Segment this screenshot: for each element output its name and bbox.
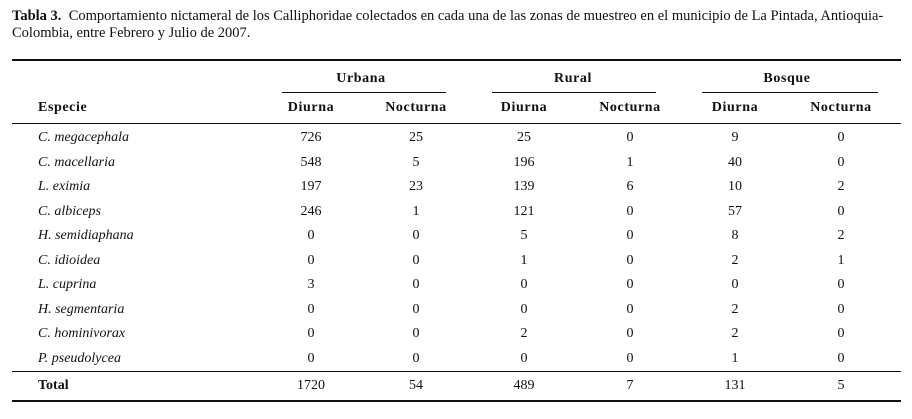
- table-cell: 2: [731, 326, 739, 341]
- table-cell: 0: [520, 277, 528, 292]
- table-cell: 0: [307, 326, 315, 341]
- table-cell: 121: [513, 204, 535, 219]
- species-name: P. pseudolycea: [38, 351, 121, 366]
- table-cell: 0: [837, 204, 845, 219]
- total-rule: [12, 371, 901, 372]
- table-cell: 0: [520, 351, 528, 366]
- group-header-urbana: Urbana: [336, 71, 386, 86]
- total-value: 7: [626, 378, 634, 393]
- total-value: 5: [837, 378, 845, 393]
- table-cell: 9: [731, 130, 739, 145]
- table-cell: 23: [409, 179, 423, 194]
- table-cell: 0: [837, 155, 845, 170]
- table-cell: 0: [307, 351, 315, 366]
- species-name: C. idioidea: [38, 253, 101, 268]
- table-cell: 0: [626, 130, 634, 145]
- table-cell: 196: [513, 155, 535, 170]
- subheader-col-2: Nocturna: [385, 100, 447, 115]
- table-cell: 10: [728, 179, 742, 194]
- group-header-bosque: Bosque: [763, 71, 811, 86]
- table-cell: 0: [626, 302, 634, 317]
- total-value: 1720: [297, 378, 325, 393]
- table-cell: 726: [300, 130, 322, 145]
- table-cell: 2: [731, 253, 739, 268]
- caption-text: Comportamiento nictameral de los Calliphoridae colectados en cada una de las zonas de muestreo en el municipio de La Pintada, Antioquia-Colombia, entre Febrero y Julio de 2007.: [12, 8, 884, 41]
- table-caption: [12, 8, 902, 42]
- subheader-col-4: Nocturna: [599, 100, 661, 115]
- group-rule-urbana: [282, 92, 446, 93]
- table-cell: 0: [412, 351, 420, 366]
- table-cell: 0: [626, 351, 634, 366]
- table-cell: 25: [517, 130, 531, 145]
- table-cell: 40: [728, 155, 742, 170]
- table-cell: 0: [520, 302, 528, 317]
- table-cell: 2: [520, 326, 528, 341]
- table-cell: 1: [412, 204, 420, 219]
- total-value: 54: [409, 378, 423, 393]
- table-cell: 0: [837, 277, 845, 292]
- table-cell: 1: [626, 155, 634, 170]
- subheader-col-6: Nocturna: [810, 100, 872, 115]
- table-cell: 246: [300, 204, 322, 219]
- table-cell: 25: [409, 130, 423, 145]
- table-cell: 548: [300, 155, 322, 170]
- group-rule-bosque: [702, 92, 878, 93]
- species-name: H. segmentaria: [38, 302, 125, 317]
- table-cell: 0: [837, 302, 845, 317]
- species-name: H. semidiaphana: [38, 228, 134, 243]
- table-cell: 0: [626, 277, 634, 292]
- species-name: L. eximia: [38, 179, 91, 194]
- subheader-col-5: Diurna: [711, 100, 759, 115]
- species-name: C. macellaria: [38, 155, 115, 170]
- table-cell: 139: [513, 179, 535, 194]
- table-cell: 0: [626, 204, 634, 219]
- table-cell: 197: [300, 179, 322, 194]
- table-cell: 3: [307, 277, 315, 292]
- table-cell: 2: [837, 228, 845, 243]
- table-cell: 0: [837, 130, 845, 145]
- table-cell: 57: [728, 204, 742, 219]
- group-rule-rural: [492, 92, 656, 93]
- header-rule: [12, 123, 901, 124]
- table-cell: 0: [626, 253, 634, 268]
- species-name: C. albiceps: [38, 204, 101, 219]
- table-cell: 2: [731, 302, 739, 317]
- total-label: Total: [38, 378, 69, 393]
- total-value: 489: [513, 378, 535, 393]
- total-value: 131: [724, 378, 746, 393]
- table-cell: 5: [412, 155, 420, 170]
- subheader-col-1: Diurna: [287, 100, 335, 115]
- table-cell: 0: [626, 326, 634, 341]
- table-cell: 0: [412, 302, 420, 317]
- table-cell: 0: [412, 326, 420, 341]
- table-cell: 0: [307, 302, 315, 317]
- species-name: C. megacephala: [38, 130, 129, 145]
- table-cell: 1: [520, 253, 528, 268]
- table-cell: 0: [412, 253, 420, 268]
- table-cell: 0: [837, 326, 845, 341]
- table-cell: 8: [731, 228, 739, 243]
- species-name: L. cuprina: [38, 277, 97, 292]
- subheader-col-3: Diurna: [500, 100, 548, 115]
- group-header-rural: Rural: [554, 71, 592, 86]
- table-cell: 0: [626, 228, 634, 243]
- table-cell: 6: [626, 179, 634, 194]
- table-cell: 0: [412, 277, 420, 292]
- table-cell: 1: [837, 253, 845, 268]
- top-rule: [12, 59, 901, 61]
- table-cell: 0: [307, 228, 315, 243]
- table-cell: 0: [731, 277, 739, 292]
- table-cell: 0: [837, 351, 845, 366]
- table-cell: 5: [520, 228, 528, 243]
- table-cell: 0: [307, 253, 315, 268]
- caption-label: Tabla 3.: [12, 8, 62, 24]
- table-cell: 2: [837, 179, 845, 194]
- table-cell: 0: [412, 228, 420, 243]
- species-name: C. hominivorax: [38, 326, 126, 341]
- bottom-rule: [12, 400, 901, 402]
- table-cell: 1: [731, 351, 739, 366]
- species-header: Especie: [38, 100, 88, 115]
